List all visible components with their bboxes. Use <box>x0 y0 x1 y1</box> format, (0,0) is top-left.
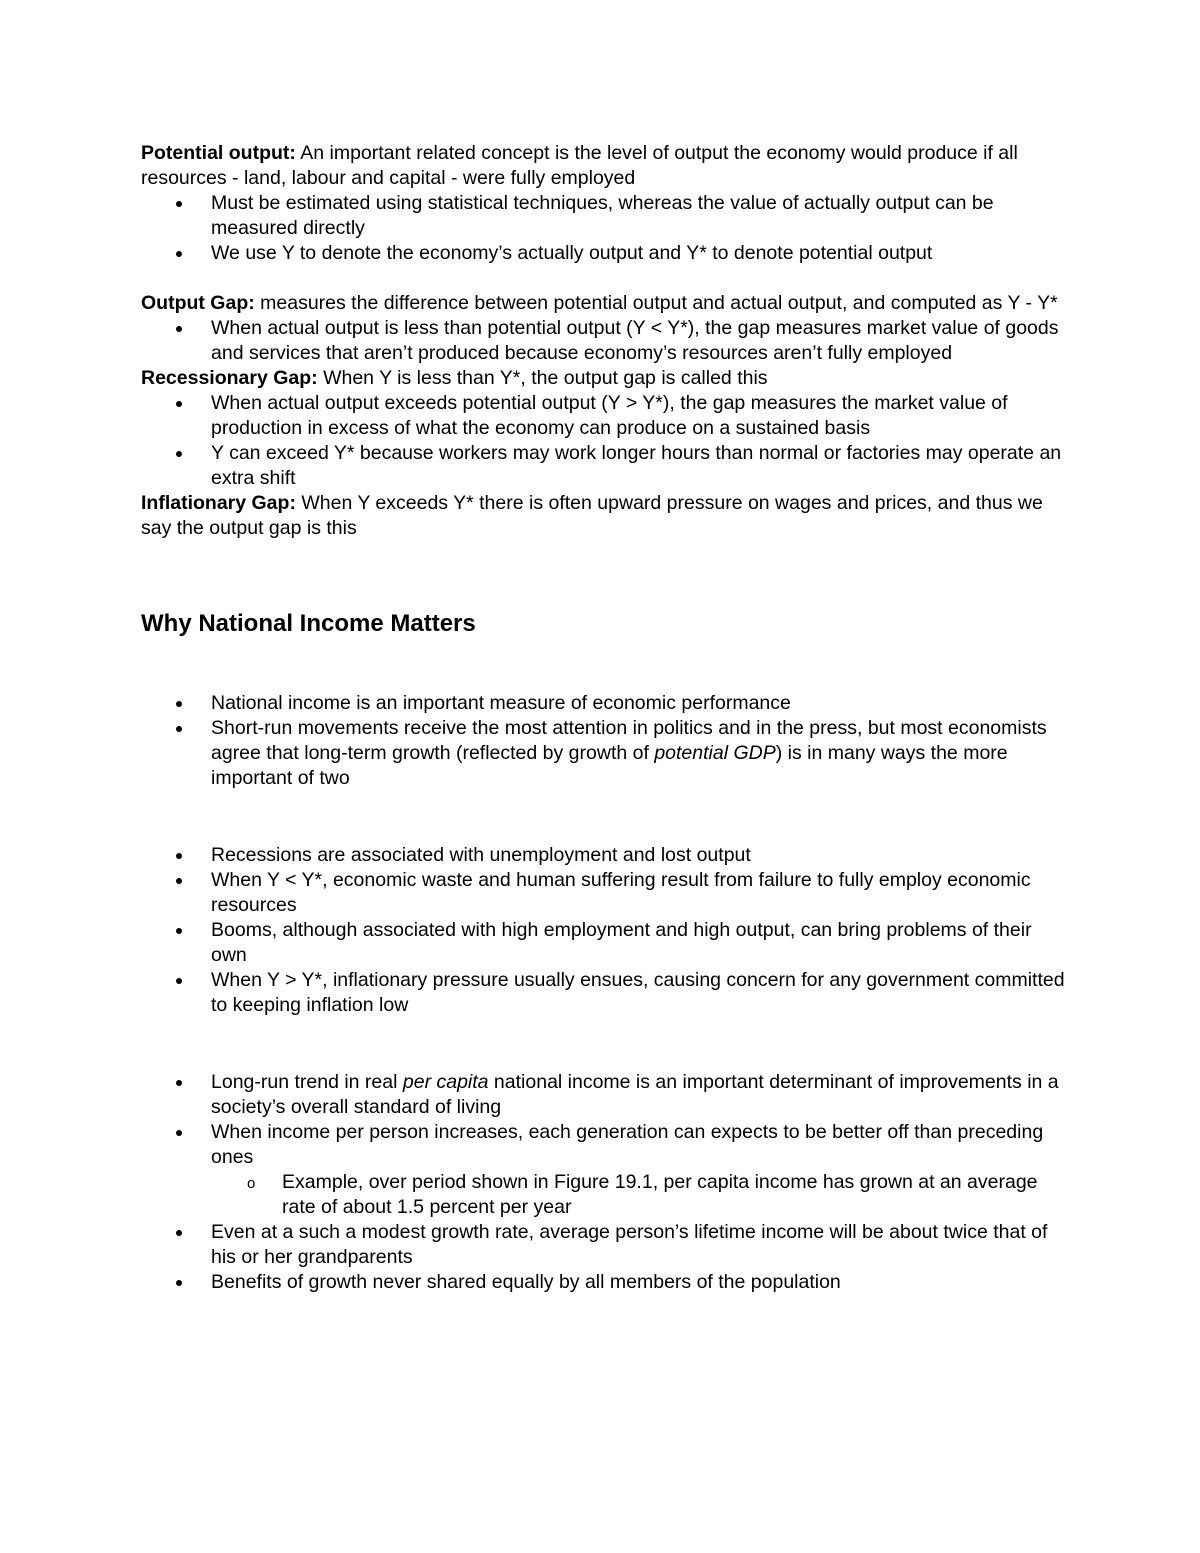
recession-boom-bullets <box>141 843 1071 1018</box>
term-potential-output: Potential output: <box>141 142 296 164</box>
section-heading: Why National Income Matters <box>141 610 476 637</box>
inflationary-gap-definition <box>141 491 1071 541</box>
recessionary-gap-text: When Y is less than Y*, the output gap is called this <box>317 367 768 389</box>
list-item: When actual output is less than potential output (Y < Y*), the gap measures market value of goods and services that aren’t produced because economy’s resources aren’t fully employed <box>141 316 1071 366</box>
list-item: When Y > Y*, inflationary pressure usually ensues, causing concern for any government committed to keeping inflation low <box>141 968 1071 1018</box>
output-gap-definition <box>141 291 1071 316</box>
emphasis-text: per capita <box>402 1071 489 1093</box>
list-item <box>141 716 1071 791</box>
sub-list-item: o Example, over period shown in Figure 19.1, per capita income has grown at an average rate of about 1.5 percent per year <box>141 1170 1071 1220</box>
text-run: ) is in many ways the more important of two <box>211 742 1008 789</box>
list-item: Even at a such a modest growth rate, average person’s lifetime income will be about twice that of his or her grandparents <box>141 1220 1071 1270</box>
spacer <box>141 266 1071 291</box>
growth-bullets <box>141 1070 1071 1170</box>
spacer <box>141 541 1071 609</box>
output-gap-text: measures the difference between potential output and actual output, and computed as Y - Y* <box>254 292 1058 314</box>
list-item: Booms, although associated with high employment and high output, can bring problems of their own <box>141 918 1071 968</box>
list-item: We use Y to denote the economy’s actually output and Y* to denote potential output <box>141 241 1071 266</box>
list-item: Recessions are associated with unemployment and lost output <box>141 843 1071 868</box>
list-item <box>141 1070 1071 1120</box>
potential-output-text: An important related concept is the level of output the economy would produce if all resources - land, labour and capital - were fully employed <box>141 142 1018 189</box>
term-output-gap: Output Gap: <box>141 292 255 314</box>
text-run: Long-run trend in real <box>211 1071 403 1093</box>
emphasis-text: potential GDP <box>654 742 776 764</box>
list-item: Must be estimated using statistical techniques, whereas the value of actually output can be measured directly <box>141 191 1071 241</box>
output-gap-bullets <box>141 316 1071 366</box>
importance-bullets <box>141 691 1071 791</box>
list-item: When Y < Y*, economic waste and human suffering result from failure to fully employ economic resources <box>141 868 1071 918</box>
recessionary-gap-definition <box>141 366 1071 391</box>
term-inflationary-gap: Inflationary Gap: <box>141 492 296 514</box>
growth-bullets-continued <box>141 1220 1071 1295</box>
potential-output-definition <box>141 141 1071 191</box>
potential-output-bullets <box>141 191 1071 266</box>
recessionary-gap-bullets <box>141 391 1071 491</box>
list-item: When actual output exceeds potential output (Y > Y*), the gap measures the market value of production in excess of what the economy can produce on a sustained basis <box>141 391 1071 441</box>
term-recessionary-gap: Recessionary Gap: <box>141 367 318 389</box>
growth-sub-bullets <box>141 1170 1071 1220</box>
list-item <box>141 1120 1071 1170</box>
document-body <box>141 141 1071 1295</box>
text-run: national income is an important determinant of improvements in a society’s overall standard of living <box>211 1071 1059 1118</box>
text-run: Short-run movements receive the most attention in politics and in the press, but most economists agree that long-term growth (reflected by growth of <box>211 717 1047 764</box>
spacer <box>141 1018 1071 1070</box>
spacer <box>141 791 1071 843</box>
spacer <box>141 639 1071 691</box>
list-item: Benefits of growth never shared equally by all members of the population <box>141 1270 1071 1295</box>
inflationary-gap-text: When Y exceeds Y* there is often upward pressure on wages and prices, and thus we say the output gap is this <box>141 492 1043 539</box>
list-item: National income is an important measure of economic performance <box>141 691 1071 716</box>
list-item: Y can exceed Y* because workers may work longer hours than normal or factories may operate an extra shift <box>141 441 1071 491</box>
text-run: When income per person increases, each generation can expects to be better off than preceding ones <box>211 1121 1044 1168</box>
